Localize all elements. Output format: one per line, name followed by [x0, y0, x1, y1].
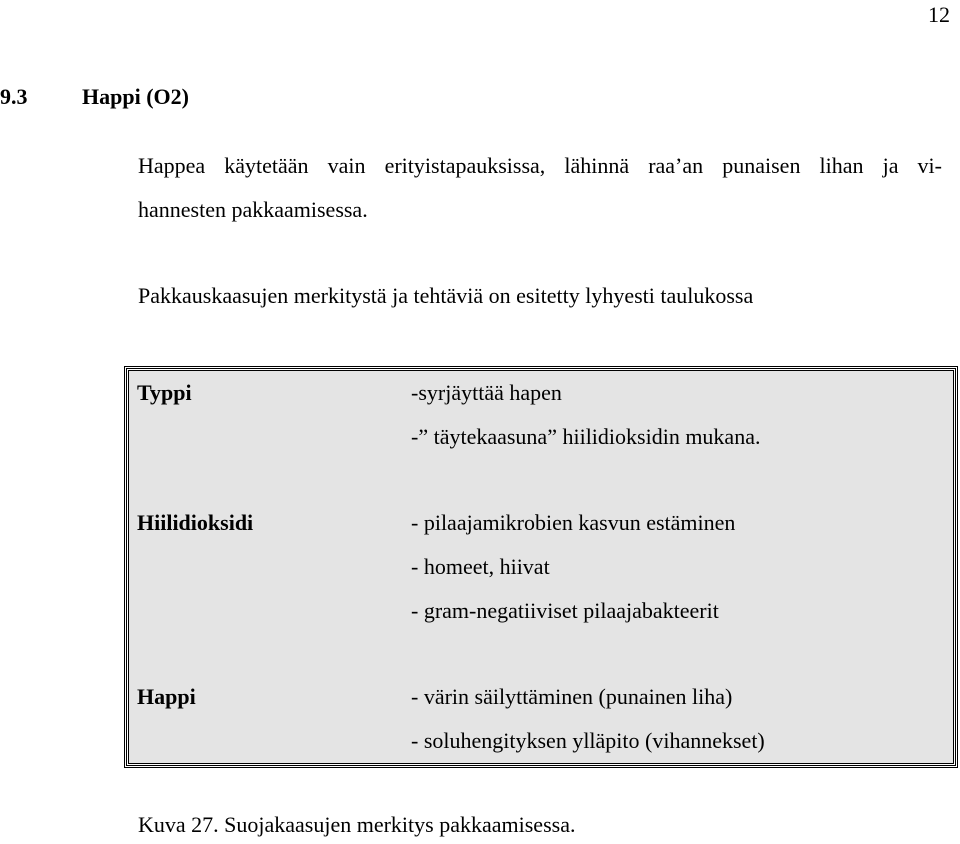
section-number: 9.3	[0, 84, 28, 109]
row-label-typpi: Typpi	[137, 380, 192, 405]
intro-paragraph-line-2: hannesten pakkaamisessa.	[138, 197, 368, 222]
row-items-hiilidioksidi	[411, 501, 735, 633]
row-label-happi: Happi	[137, 684, 196, 709]
list-item: - homeet, hiivat	[411, 554, 550, 579]
list-item: - soluhengityksen ylläpito (vihannekset)	[411, 728, 765, 753]
table-intro-paragraph: Pakkauskaasujen merkitystä ja tehtäviä on esitetty lyhyesti taulukossa	[138, 283, 754, 308]
row-label-hiilidioksidi: Hiilidioksidi	[137, 510, 254, 535]
figure-caption: Kuva 27. Suojakaasujen merkitys pakkaamisessa.	[138, 812, 576, 837]
list-item: -syrjäyttää hapen	[411, 380, 562, 405]
page-number: 12	[928, 2, 950, 27]
list-item: - pilaajamikrobien kasvun estäminen	[411, 510, 736, 535]
section-heading	[0, 84, 189, 110]
gas-table	[124, 366, 958, 768]
gas-table-body	[128, 370, 954, 764]
intro-paragraph	[138, 144, 942, 232]
row-items-happi	[411, 675, 765, 763]
list-item: -” täytekaasuna” hiilidioksidin mukana.	[411, 424, 761, 449]
section-title: Happi (O2)	[82, 84, 189, 109]
list-item: - gram-negatiiviset pilaajabakteerit	[411, 598, 719, 623]
intro-paragraph-line-1: Happea käytetään vain erityistapauksissa, lähinnä raa’an punaisen lihan ja vi-	[138, 153, 942, 178]
row-items-typpi	[411, 371, 760, 459]
list-item: - värin säilyttäminen (punainen liha)	[411, 684, 733, 709]
